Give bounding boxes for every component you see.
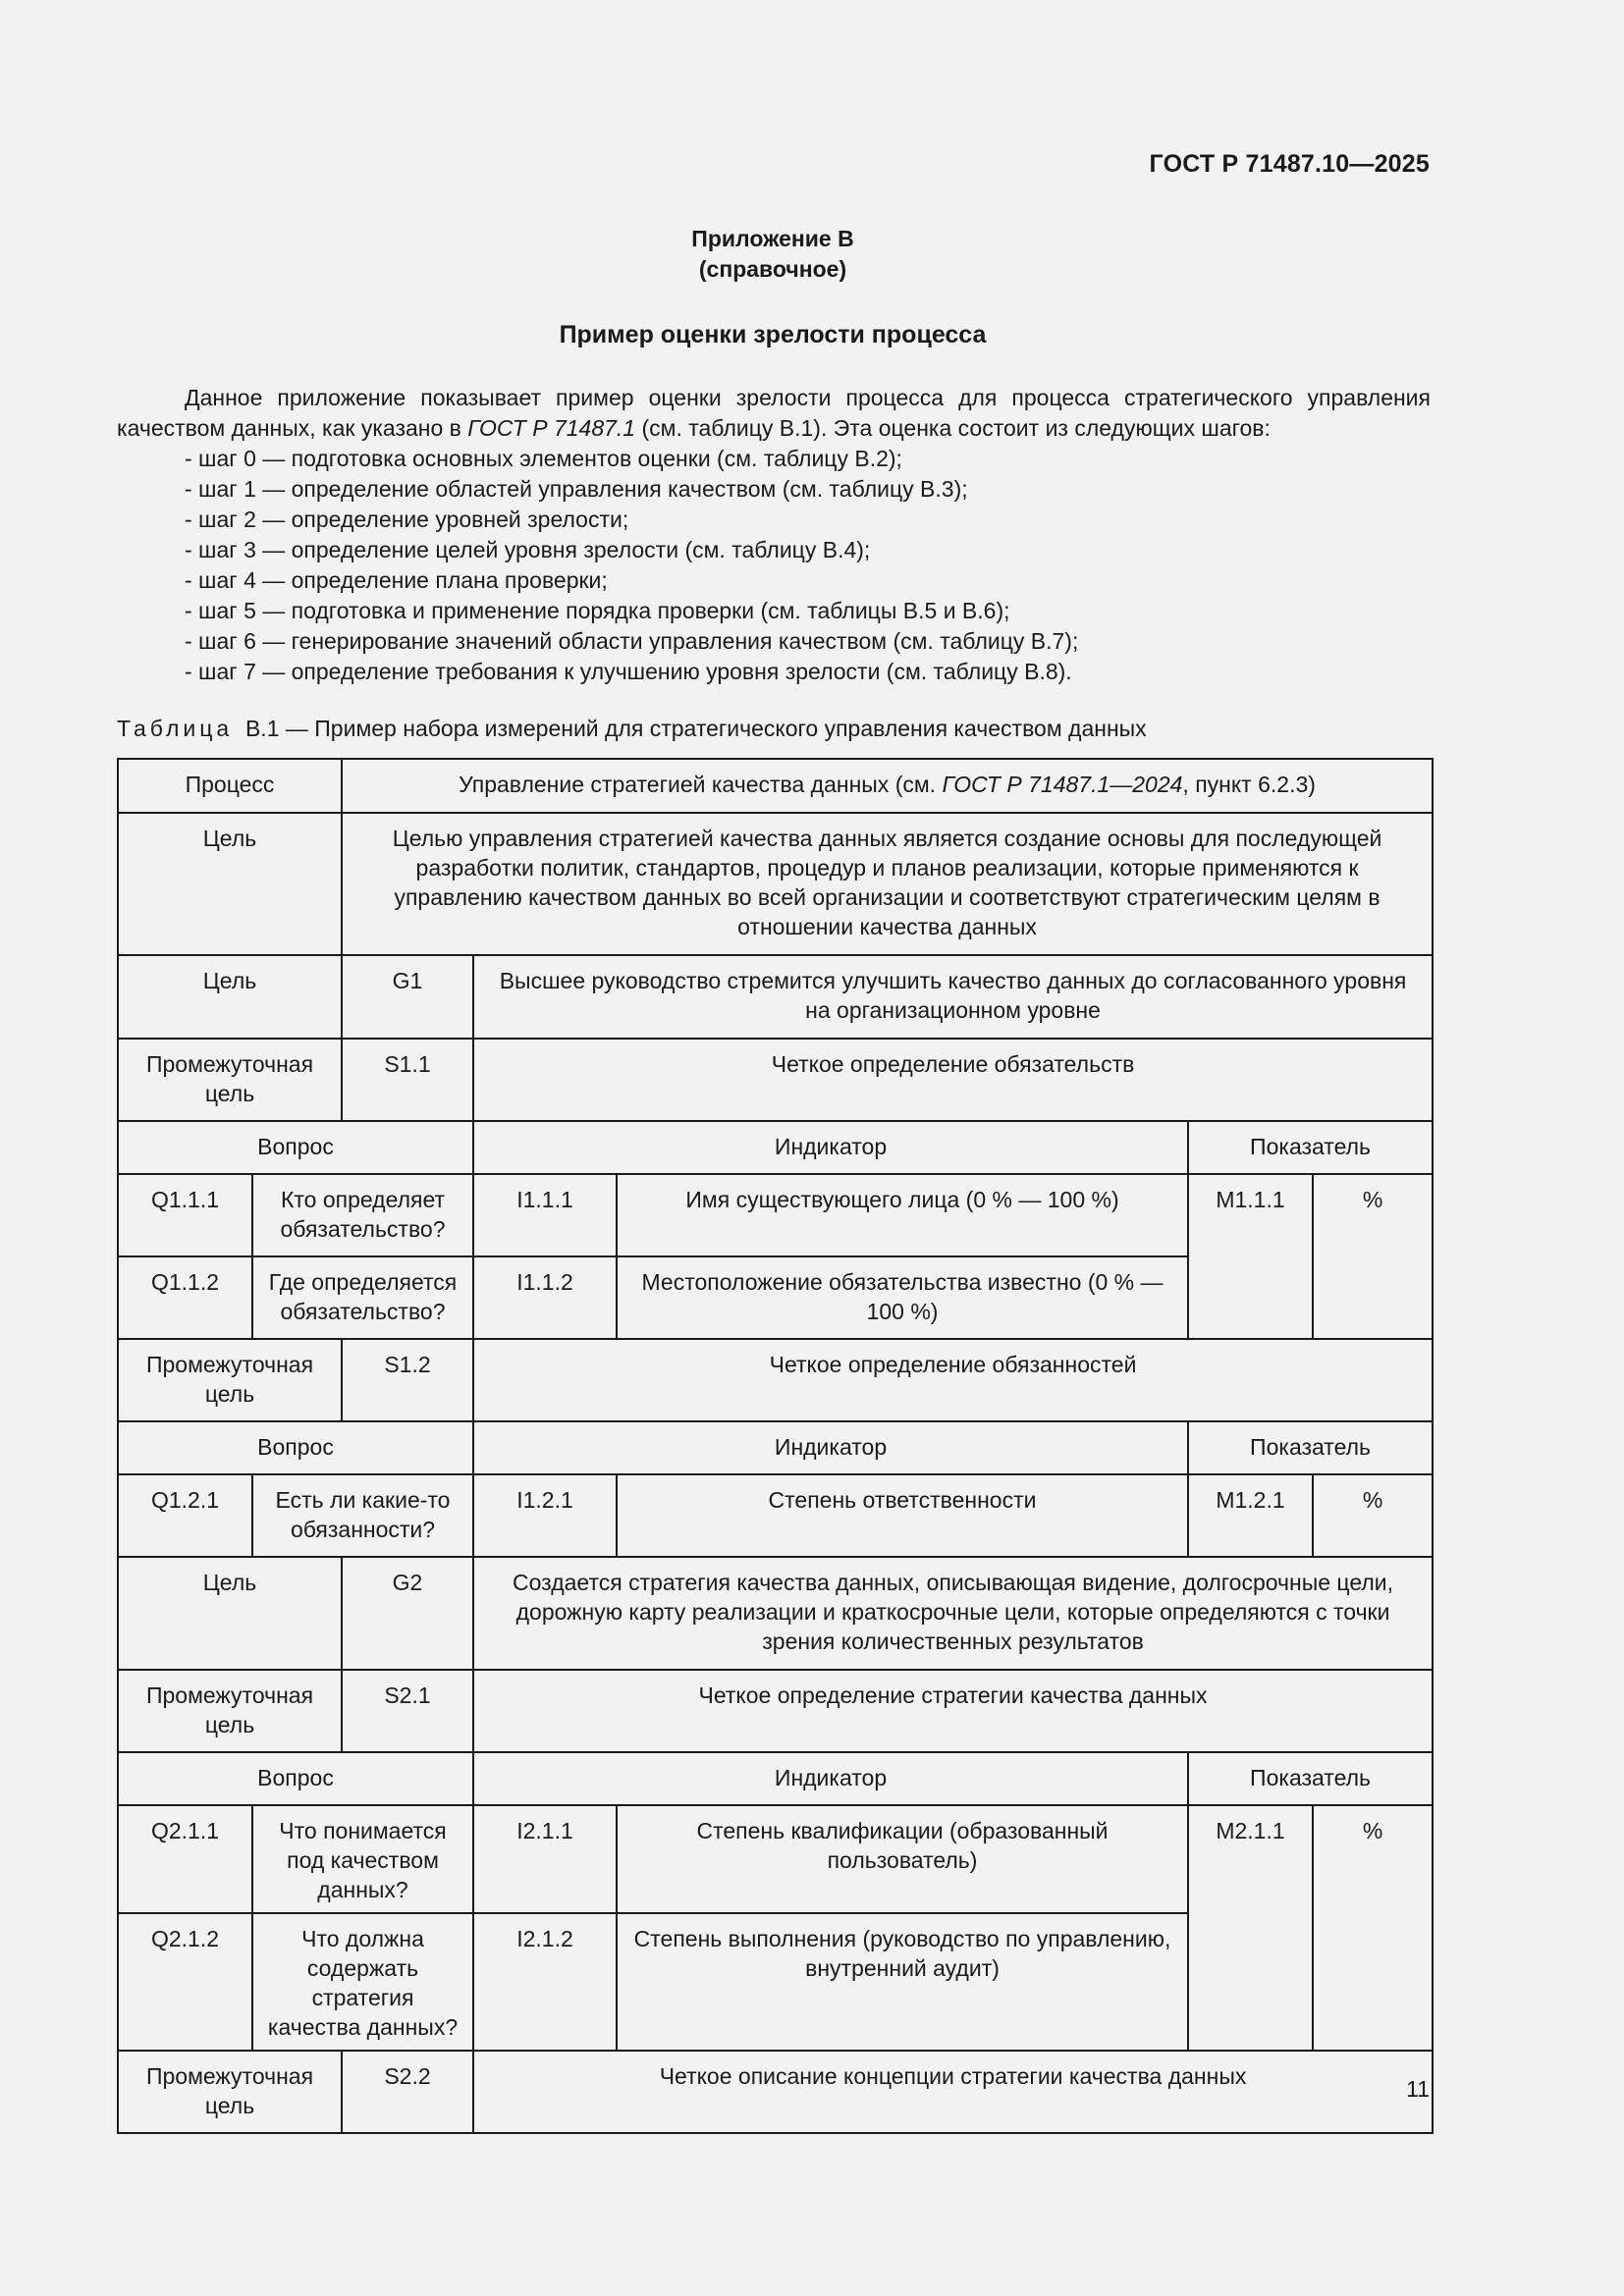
table-row: [118, 1557, 1433, 1670]
metric-id: M1.2.1: [1188, 1474, 1313, 1557]
step-item: - шаг 6 — генерирование значений области управления качеством (см. таблицу В.7);: [185, 628, 1079, 654]
metric-header: Показатель: [1188, 1421, 1433, 1474]
indicator-header: Индикатор: [473, 1752, 1188, 1805]
step-item: - шаг 2 — определение уровней зрелости;: [185, 507, 629, 532]
metric-header: Показатель: [1188, 1752, 1433, 1805]
indicator-id: I2.1.1: [473, 1805, 617, 1913]
question-text: Что понимается под качеством данных?: [252, 1805, 473, 1913]
table-caption-number: В.1: [244, 716, 280, 741]
table-header-row: [118, 1752, 1433, 1805]
metric-header: Показатель: [1188, 1121, 1433, 1174]
table-caption-text: — Пример набора измерений для стратегического управления качеством данных: [279, 716, 1147, 741]
table-row: [118, 1805, 1433, 1913]
step-item: - шаг 7 — определение требования к улучшению уровня зрелости (см. таблицу В.8).: [185, 659, 1072, 684]
question-id: Q1.1.1: [118, 1174, 252, 1256]
goal-label: Цель: [118, 1557, 342, 1670]
question-id: Q2.1.1: [118, 1805, 252, 1913]
table-row: [118, 1670, 1433, 1752]
indicator-id: I1.1.2: [473, 1256, 617, 1339]
question-id: Q1.2.1: [118, 1474, 252, 1557]
intermediate-goal-label: Промежуточная цель: [118, 2051, 342, 2133]
intermediate-goal-label: Промежуточная цель: [118, 1339, 342, 1421]
table-caption: [117, 716, 1147, 742]
table-row: [118, 813, 1433, 955]
goal-text: Целью управления стратегией качества данных является создание основы для последующей разработки политик, стандартов, процедур и планов реализации, которые применяются к управлению качеством данных во всей организации и соответствуют стратегическим целям в отношении качества данных: [342, 813, 1433, 955]
question-text: Кто определяет обязательство?: [252, 1174, 473, 1256]
document-code: ГОСТ Р 71487.10—2025: [1149, 150, 1430, 178]
table-row: [118, 1474, 1433, 1557]
table-row: [118, 1339, 1433, 1421]
question-id: Q1.1.2: [118, 1256, 252, 1339]
question-text: Что должна содержать стратегия качества данных?: [252, 1913, 473, 2051]
table-row: [118, 1039, 1433, 1121]
indicator-header: Индикатор: [473, 1421, 1188, 1474]
question-header: Вопрос: [118, 1421, 473, 1474]
intro-paragraph: [117, 383, 1431, 444]
goal-label: Цель: [118, 955, 342, 1039]
appendix-type: (справочное): [698, 256, 847, 282]
intro-reference: ГОСТ Р 71487.1: [467, 415, 636, 441]
intermediate-goal-text: Четкое описание концепции стратегии качества данных: [473, 2051, 1433, 2133]
appendix-title: Приложение В: [691, 226, 854, 251]
intermediate-goal-label: Промежуточная цель: [118, 1670, 342, 1752]
indicator-text: Степень выполнения (руководство по управлению, внутренний аудит): [617, 1913, 1188, 2051]
step-item: - шаг 3 — определение целей уровня зрелости (см. таблицу В.4);: [185, 537, 871, 562]
indicator-header: Индикатор: [473, 1121, 1188, 1174]
step-item: - шаг 4 — определение плана проверки;: [185, 567, 608, 593]
table-row: [118, 759, 1433, 813]
goal-text: Высшее руководство стремится улучшить качество данных до согласованного уровня на организационном уровне: [473, 955, 1433, 1039]
step-item: - шаг 1 — определение областей управления качеством (см. таблицу В.3);: [185, 476, 968, 502]
table-row: [118, 955, 1433, 1039]
metric-unit: %: [1313, 1174, 1433, 1339]
appendix-heading: [0, 224, 1545, 285]
question-id: Q2.1.2: [118, 1913, 252, 2051]
intermediate-goal-id: S1.1: [342, 1039, 473, 1121]
step-item: - шаг 5 — подготовка и применение порядка проверки (см. таблицы В.5 и В.6);: [185, 598, 1010, 623]
indicator-id: I2.1.2: [473, 1913, 617, 2051]
intermediate-goal-text: Четкое определение обязанностей: [473, 1339, 1433, 1421]
indicator-text: Местоположение обязательства известно (0 % — 100 %): [617, 1256, 1188, 1339]
metric-id: M2.1.1: [1188, 1805, 1313, 2051]
goal-id: G1: [342, 955, 473, 1039]
goal-text: Создается стратегия качества данных, описывающая видение, долгосрочные цели, дорожную карту реализации и краткосрочные цели, которые определяются с точки зрения количественных результатов: [473, 1557, 1433, 1670]
intro-text-2: (см. таблицу В.1). Эта оценка состоит из следующих шагов:: [635, 415, 1271, 441]
intermediate-goal-text: Четкое определение стратегии качества данных: [473, 1670, 1433, 1752]
metric-unit: %: [1313, 1805, 1433, 2051]
indicator-id: I1.1.1: [473, 1174, 617, 1256]
table-caption-label: Таблица: [117, 716, 234, 741]
table-header-row: [118, 1421, 1433, 1474]
page-number: 11: [1406, 2076, 1430, 2102]
goal-label: Цель: [118, 813, 342, 955]
metric-id: M1.1.1: [1188, 1174, 1313, 1339]
intro-text-1: Данное приложение показывает пример оценки зрелости процесса для процесса стратегического управления качеством данных, как указано в: [117, 385, 1431, 441]
intermediate-goal-id: S2.1: [342, 1670, 473, 1752]
indicator-text: Степень ответственности: [617, 1474, 1188, 1557]
intermediate-goal-id: S1.2: [342, 1339, 473, 1421]
question-text: Есть ли какие-то обязанности?: [252, 1474, 473, 1557]
intermediate-goal-text: Четкое определение обязательств: [473, 1039, 1433, 1121]
measurement-table: [117, 758, 1434, 2134]
process-value: Управление стратегией качества данных (см. ГОСТ Р 71487.1—2024, пункт 6.2.3): [342, 759, 1433, 813]
process-reference: ГОСТ Р 71487.1—2024: [942, 772, 1183, 797]
question-header: Вопрос: [118, 1121, 473, 1174]
table-row: [118, 2051, 1433, 2133]
process-label: Процесс: [118, 759, 342, 813]
table-header-row: [118, 1121, 1433, 1174]
step-item: - шаг 0 — подготовка основных элементов оценки (см. таблицу В.2);: [185, 446, 902, 471]
metric-unit: %: [1313, 1474, 1433, 1557]
intermediate-goal-label: Промежуточная цель: [118, 1039, 342, 1121]
indicator-text: Степень квалификации (образованный пользователь): [617, 1805, 1188, 1913]
question-text: Где определяется обязательство?: [252, 1256, 473, 1339]
steps-list: [185, 444, 1078, 687]
section-title: Пример оценки зрелости процесса: [559, 321, 987, 348]
table-row: [118, 1174, 1433, 1256]
intermediate-goal-id: S2.2: [342, 2051, 473, 2133]
indicator-id: I1.2.1: [473, 1474, 617, 1557]
goal-id: G2: [342, 1557, 473, 1670]
question-header: Вопрос: [118, 1752, 473, 1805]
indicator-text: Имя существующего лица (0 % — 100 %): [617, 1174, 1188, 1256]
